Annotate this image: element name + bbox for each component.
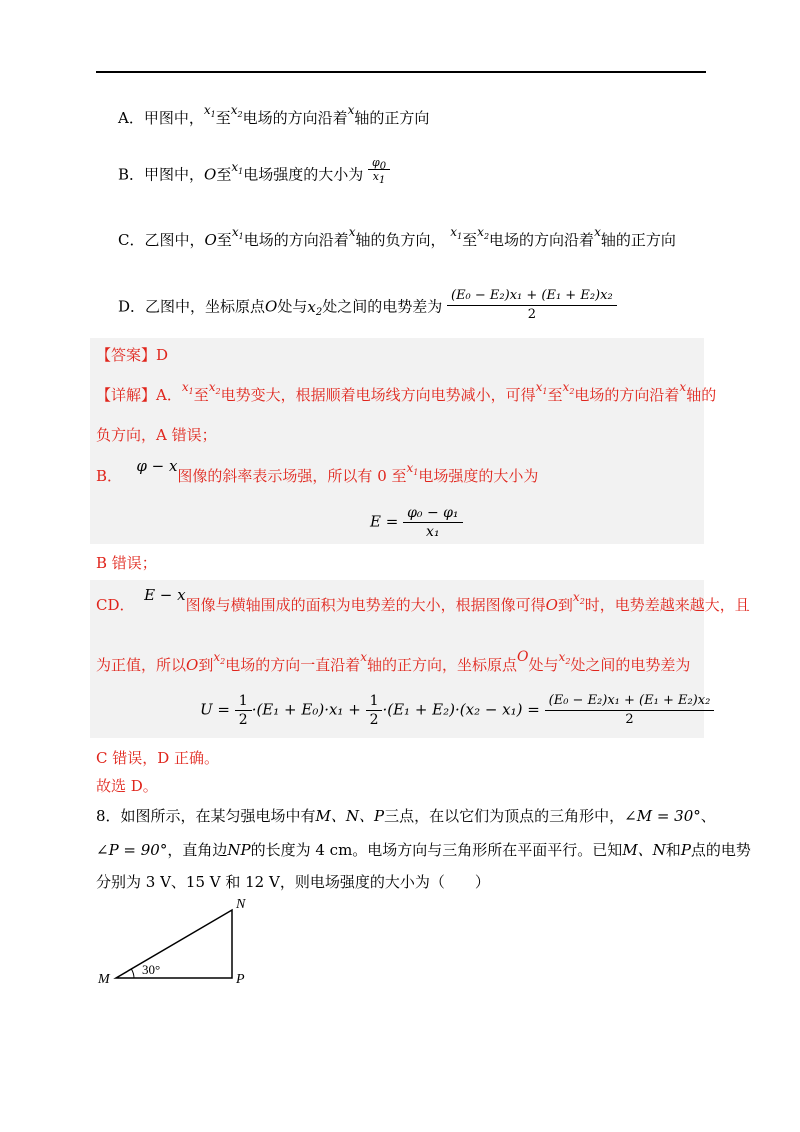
question8-line1: 8．如图所示，在某匀强电场中有M、N、P三点，在以它们为顶点的三角形中，∠M = 30°、 [96,807,716,825]
explain-cd-line1: CD． E − x图像与横轴围成的面积为电势差的大小，根据图像可得O到$^{x_2}$时，电势差越来越大，且 [96,586,750,614]
explain-choice: 故选 D。 [96,777,158,795]
question8-line2: ∠P = 90°，直角边NP的长度为 4 cm。电场方向与三角形所在平面平行。已知M、N和P点的电势 [96,841,751,859]
fraction-half-2: $\frac{1}{2}$ [366,692,383,729]
fraction-e: $\frac{\text{φ₀ − φ₁}}{\text{x₁}}$ [403,504,462,541]
equation-e: E = $\frac{\text{φ₀ − φ₁}}{\text{x₁}}$ [370,504,463,541]
explain-a-line2: 负方向，A 错误； [96,426,217,444]
triangle-mnp [116,910,232,978]
explain-b-end: B 错误； [96,554,157,572]
explain-cd-line2: 为正值，所以O到$^{x_2}$电场的方向一直沿着$^x$轴的正方向，坐标原点O处与$^{x_2}$处之间的电势差为 [96,649,691,674]
fraction-phi0-x1: $\frac{\varphi_0}{x_1}$ [368,156,390,183]
explain-a-line1: 【详解】A．$^{x_1}$至$^{x_2}$电势变大，根据顺着电场线方向电势减小，可得$^{x_1}$至$^{x_2}$电场的方向沿着$^x$轴的 [96,380,717,404]
option-d: D．乙图中，坐标原点O处与$x_2$处之间的电势差为 $\frac{\text{(E₀ − E₂)x₁ + (E₁ + E₂)x₂}}{2}$ [118,289,617,326]
angle-arc [132,969,135,978]
label-n: N [236,897,246,912]
triangle-figure [90,890,270,1000]
fraction-u-result: $\frac{\text{(E₀ − E₂)x₁ + (E₁ + E₂)x₂}}{2}$ [545,692,715,729]
label-angle: 30° [142,962,161,977]
explain-b-line1: B． φ − x图像的斜率表示场强，所以有 0 至$^{x_1}$电场强度的大小为 [96,457,539,485]
explain-cd-end: C 错误，D 正确。 [96,749,220,767]
fraction-half-1: $\frac{1}{2}$ [235,692,252,729]
answer-line: 【答案】D [96,346,169,364]
option-a: A．甲图中，$^{x_1}$至$^{x_2}$电场的方向沿着$^x$轴的正方向 [118,103,430,127]
fraction-option-d: $\frac{\text{(E₀ − E₂)x₁ + (E₁ + E₂)x₂}}{2}$ [447,287,617,324]
label-m: M [98,972,110,987]
option-c: C．乙图中，O至$^{x_1}$电场的方向沿着$^x$轴的负方向， $^{x_1}$至$^{x_2}$电场的方向沿着$^x$轴的正方向 [118,225,676,249]
label-p: P [236,972,245,987]
option-b: B．甲图中，O至$^{x_1}$电场强度的大小为 $\frac{\varphi_0}{x_1}$ [118,162,390,189]
question8-line3: 分别为 3 V、15 V 和 12 V，则电场强度的大小为（ ） [96,873,490,891]
header-rule [96,71,706,73]
equation-u: U = $\frac{1}{2}$ ·(E₁ + E₀)·x₁ + $\frac{1}{2}$ ·(E₁ + E₂)·(x₂ − x₁) = $\frac{\text{(E₀ − E₂)x₁ + (E₁ + E₂)x₂}}{2}$ [200,692,714,729]
